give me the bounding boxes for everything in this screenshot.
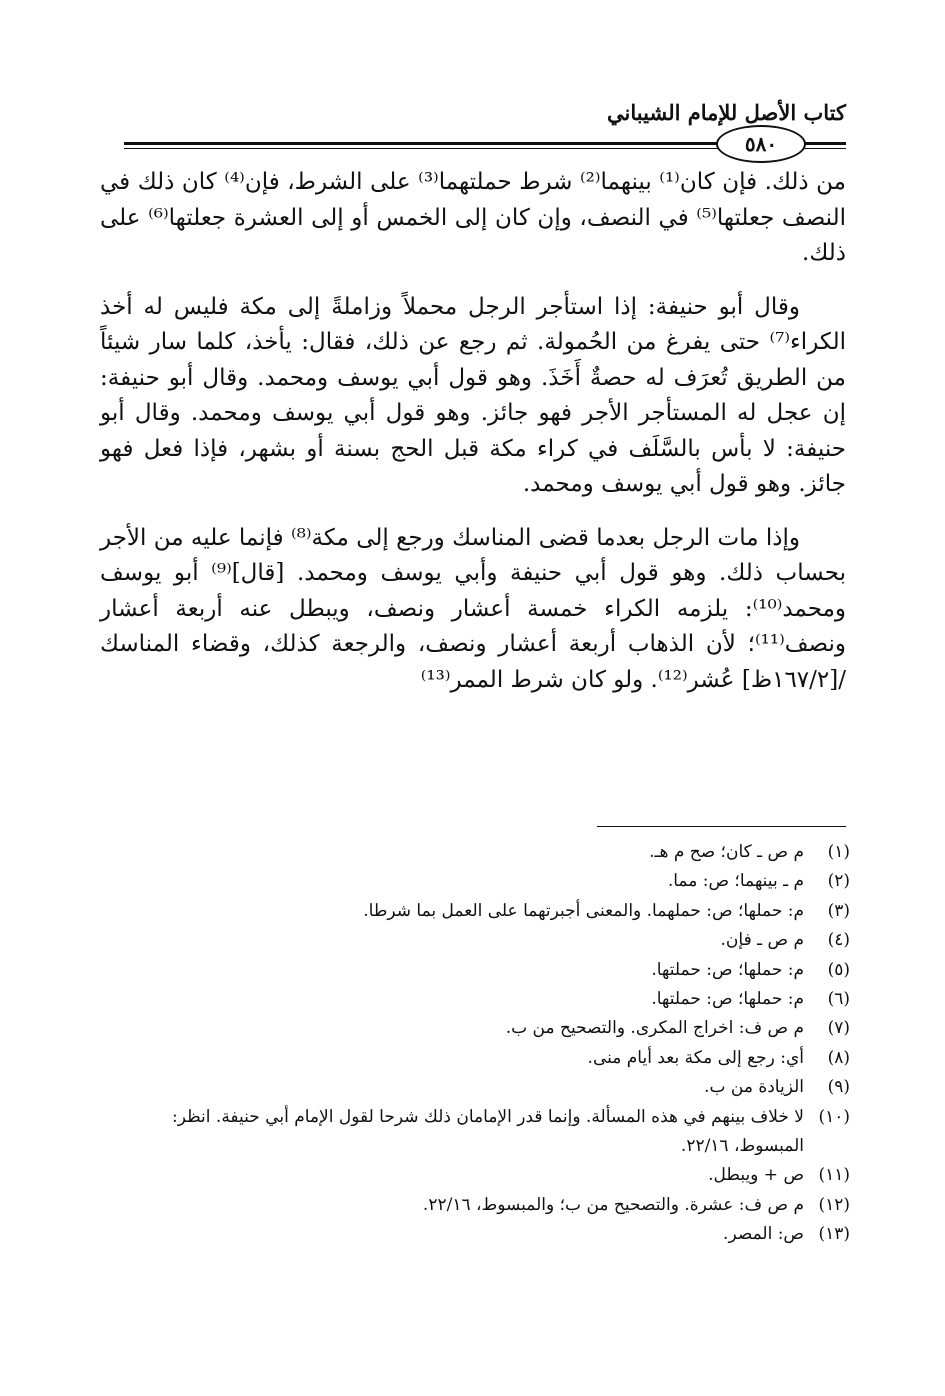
footnote-number: (٧) xyxy=(827,1018,850,1039)
footnote xyxy=(100,1103,850,1162)
footnote xyxy=(100,926,850,955)
footnote-text: ص + ويبطل. xyxy=(708,1165,804,1186)
footnote-text: الزيادة من ب. xyxy=(704,1077,804,1098)
footnote xyxy=(100,1044,850,1073)
footnote-separator xyxy=(597,826,846,827)
footnote-text: أي: رجع إلى مكة بعد أيام منى. xyxy=(587,1047,804,1068)
footnote xyxy=(100,1220,850,1249)
footnote xyxy=(100,1191,850,1220)
footnote-number: (٥) xyxy=(827,959,850,980)
footnote xyxy=(100,897,850,926)
page-number: ٥٨٠ xyxy=(716,125,806,163)
footnote-number: (١١) xyxy=(818,1165,850,1186)
page-header xyxy=(100,92,846,172)
footnote-number: (٩) xyxy=(827,1077,850,1098)
footnote xyxy=(100,956,850,985)
footnote xyxy=(100,1014,850,1043)
footnote xyxy=(100,985,850,1014)
running-title: كتاب الأصل للإمام الشيباني xyxy=(607,100,846,125)
paragraph: وإذا مات الرجل بعدما قضى المناسك ورجع إلى مكة⁽⁸⁾ فإنما عليه من الأجر بحساب ذلك. وهو قول أبي حنيفة وأبي يوسف ومحمد. [قال]⁽⁹⁾ أبو يوسف ومحمد⁽¹⁰⁾: يلزمه الكراء خمسة أعشار ونصف، ويبطل عنه أربعة أعشار ونصف⁽¹¹⁾؛ لأن الذهاب أربعة أعشار ونصف، والرجعة كذلك، وقضاء المناسك /[١٦٧/٢ظ] عُشر⁽¹²⁾. ولو كان شرط الممر⁽¹³⁾ xyxy=(100,524,846,693)
footnote-text: م ص ـ فإن. xyxy=(720,930,804,951)
footnote xyxy=(100,838,850,867)
footnote-text: م: حملها؛ ص: حملهما. والمعنى أجبرتهما على العمل بما شرطا. xyxy=(363,900,804,921)
footnote-number: (١٢) xyxy=(818,1194,850,1215)
footnote-text: م: حملها؛ ص: حملتها. xyxy=(651,989,804,1010)
footnote xyxy=(100,1161,850,1190)
footnote-text: م ص ف: عشرة. والتصحيح من ب؛ والمبسوط، ٢٢/١٦. xyxy=(422,1194,804,1215)
paragraph: وقال أبو حنيفة: إذا استأجر الرجل محملاً وزاملةً إلى مكة فليس له أخذ الكراء⁽⁷⁾ حتى يفرغ من الحُمولة. ثم رجع عن ذلك، فقال: يأخذ، كلما سار شيئاً من الطريق تُعرَف له حصةٌ أَخَذَ. وهو قول أبي يوسف ومحمد. وقال أبو حنيفة: إن عجل له المستأجر الأجر فهو جائز. وهو قول أبي يوسف ومحمد. وقال أبو حنيفة: لا بأس بالسَّلَف في كراء مكة قبل الحج بسنة أو بشهر، فإذا فعل فهو جائز. وهو قول أبي يوسف ومحمد. xyxy=(100,293,846,497)
footnote-number: (١٠) xyxy=(818,1106,850,1127)
footnote-number: (٦) xyxy=(827,989,850,1010)
paragraph: من ذلك. فإن كان⁽¹⁾ بينهما⁽²⁾ شرط حملتهما⁽³⁾ على الشرط، فإن⁽⁴⁾ كان ذلك في النصف جعلتها⁽⁵⁾ في النصف، وإن كان إلى الخمس أو إلى العشرة جعلتها⁽⁶⁾ على ذلك. xyxy=(100,169,847,266)
footnote-number: (٢) xyxy=(827,871,850,892)
footnote-number: (١٣) xyxy=(818,1224,850,1245)
footnote-text: م ص ف: اخراج المكرى. والتصحيح من ب. xyxy=(505,1018,804,1039)
footnote-text: م: حملها؛ ص: حملتها. xyxy=(651,959,804,980)
main-text xyxy=(100,165,846,716)
footnote xyxy=(100,1073,850,1102)
footnote-text: ص: المصر. xyxy=(723,1224,804,1245)
footnote-text: م ص ـ كان؛ صح م هـ. xyxy=(649,842,804,862)
footnote-number: (٤) xyxy=(827,930,850,951)
footnote-text: م ـ بينهما؛ ص: مما. xyxy=(667,871,804,892)
footnote-number: (٣) xyxy=(827,900,850,921)
footnote-text: لا خلاف بينهم في هذه المسألة. وإنما قدر الإمامان ذلك شرحا لقول الإمام أبي حنيفة. انظر: المبسوط، ٢٢/١٦. xyxy=(172,1106,804,1157)
footnote-number: (١) xyxy=(827,842,850,862)
footnotes xyxy=(100,838,850,1250)
footnote xyxy=(100,867,850,896)
footnote-number: (٨) xyxy=(827,1047,850,1068)
